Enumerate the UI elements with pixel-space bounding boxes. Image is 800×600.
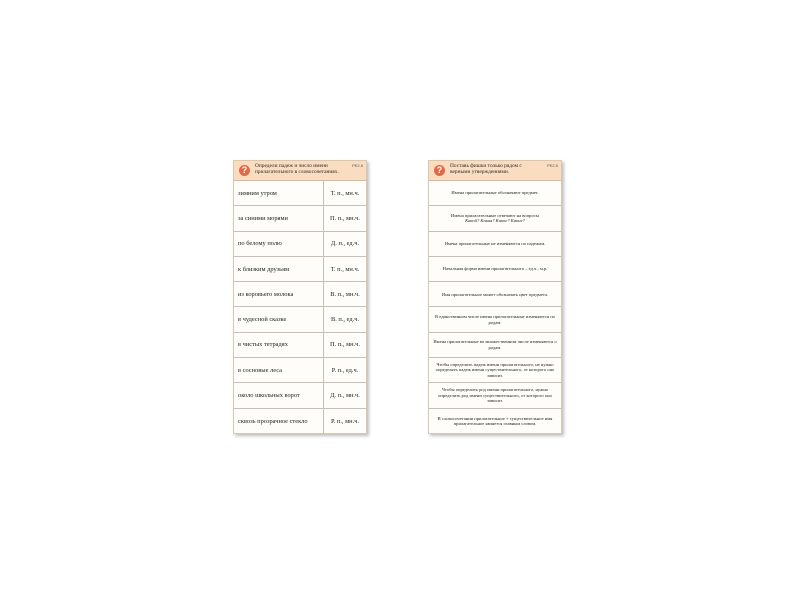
question-icon: ?: [239, 165, 250, 176]
card-code: РЕ2.6: [547, 163, 558, 168]
card-true-statements: [428, 160, 562, 434]
table-row: [234, 257, 366, 282]
phrase-cell: к близким друзьям: [234, 257, 324, 281]
phrase-cell: зимним утром: [234, 181, 324, 205]
statement-item[interactable]: [429, 232, 561, 257]
answer-cell: Д. п., ед.ч.: [330, 240, 360, 248]
phrase-cell: в сосновые леса: [234, 358, 324, 382]
statement-item[interactable]: [429, 333, 561, 358]
statement-list: [429, 181, 561, 434]
table-row: [234, 232, 366, 257]
phrase-cell: около школьных ворот: [234, 383, 324, 407]
table-row: [234, 181, 366, 206]
table-row: [234, 206, 366, 231]
answer-cell: П. п., мн.ч.: [330, 214, 360, 222]
statement-text: Чтобы определить род имени прилагательного, нужно определить род имени существительного, от которого оно зависит.: [438, 387, 552, 404]
statement-text: В единственном числе имена прилагательные изменяются по родам.: [435, 314, 555, 325]
card-adjective-case-number: [233, 160, 367, 434]
statement-item[interactable]: [429, 383, 561, 408]
answer-cell: Т. п., мн.ч.: [330, 189, 360, 197]
statement-text: В словосочетании прилагательное + существительное имя прилагательное является главным словом.: [437, 415, 553, 427]
answer-cell: Т. п., мн.ч.: [330, 265, 360, 273]
statement-item[interactable]: [429, 181, 561, 206]
table-row: [234, 383, 366, 408]
statement-text: Имена прилагательные обозначают предмет.: [451, 190, 539, 196]
answer-cell: В. п., ед.ч.: [330, 316, 360, 324]
statement-text: Имена прилагательные отвечают на вопросы: [451, 212, 539, 218]
table-row: [234, 409, 366, 434]
statement-item[interactable]: [429, 282, 561, 307]
card-header: [429, 161, 561, 181]
statement-item[interactable]: [429, 257, 561, 282]
statement-item[interactable]: [429, 307, 561, 332]
statement-text: Начальная форма имени прилагательного – ед.ч., м.р.: [442, 266, 548, 272]
phrase-cell: за синими морями: [234, 206, 324, 230]
question-icon: ?: [434, 165, 445, 176]
phrase-cell: сквозь прозрачное стекло: [234, 409, 324, 434]
statement-item[interactable]: [429, 358, 561, 383]
phrase-table: [234, 181, 366, 434]
answer-cell: П. п., мн.ч.: [330, 341, 360, 349]
phrase-cell: по белому полю: [234, 232, 324, 256]
phrase-cell: из коровьего молока: [234, 282, 324, 306]
answer-cell: В. п., мн.ч.: [330, 290, 360, 298]
table-row: [234, 358, 366, 383]
task-text: Поставь фишки только рядом с верными утверждениями.: [450, 163, 522, 176]
statement-italic: Какой? Какая? Какое? Какие?: [465, 218, 525, 224]
statement-text: Имена прилагательные во множественном числе изменяются о родам.: [433, 339, 557, 350]
answer-cell: Р. п., мн.ч.: [330, 417, 360, 425]
phrase-cell: в чудесной сказке: [234, 307, 324, 331]
phrase-cell: в чистых тетрадях: [234, 333, 324, 357]
table-row: [234, 282, 366, 307]
card-code: РЕ2.5: [352, 163, 363, 168]
statement-text: Имя прилагательное может обозначать цвет предмета.: [441, 291, 549, 297]
statement-item[interactable]: [429, 206, 561, 231]
answer-cell: Д. п., мн.ч.: [330, 392, 360, 400]
answer-cell: Р. п., ед.ч.: [331, 366, 359, 374]
statement-text: Имена прилагательные не изменяются по падежам.: [444, 240, 546, 246]
statement-text: Чтобы определить падеж имени прилагательного, не нужно определять падеж имени существительного, от которого оно зависит.: [435, 361, 555, 379]
statement-item[interactable]: [429, 409, 561, 434]
task-text: Определи падеж и число имени прилагательного в словосочетаниях.: [255, 163, 339, 176]
table-row: [234, 307, 366, 332]
table-row: [234, 333, 366, 358]
card-header: [234, 161, 366, 181]
